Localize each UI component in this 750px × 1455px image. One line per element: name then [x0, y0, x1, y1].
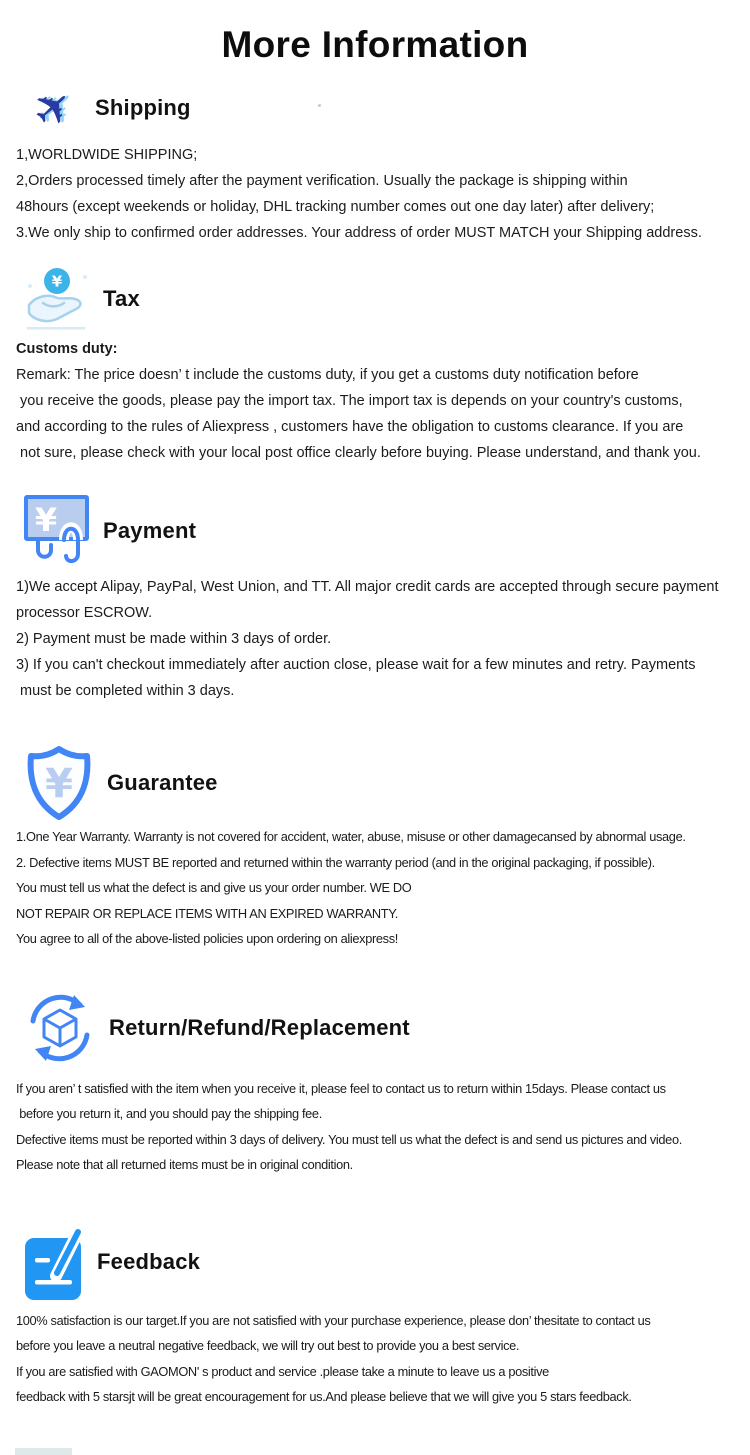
section-heading-shipping: Shipping — [95, 95, 191, 120]
section-heading-feedback: Feedback — [97, 1248, 201, 1274]
text-line: If you are satisfied with GAOMON' s product and service .please take a minute to leave us a positive — [16, 1363, 549, 1379]
stray-dot — [318, 104, 321, 107]
text-line: Please note that all returned items must be in original condition. — [16, 1157, 353, 1172]
text-line: before you leave a neutral negative feedback, we will try out best to provide you a best service. — [16, 1338, 520, 1353]
text-line: processor ESCROW. — [16, 605, 153, 621]
svg-text:¥: ¥ — [45, 761, 73, 807]
section-shipping — [0, 75, 750, 246]
text-line: must be completed within 3 days. — [16, 683, 235, 699]
text-line: 2. Defective items MUST BE reported and returned within the warranty period (and in the original packaging, if possible). — [16, 854, 655, 870]
text-line: feedback with 5 starsjt will be great encouragement for us.And please believe that we will give you 5 stars feedback. — [16, 1389, 632, 1404]
section-heading-guarantee: Guarantee — [107, 770, 218, 795]
text-line: 1)We accept Alipay, PayPal, West Union, and TT. All major credit cards are accepted through secure payment — [16, 579, 719, 595]
text-line: You must tell us what the defect is and give us your order number. WE DO — [16, 880, 412, 895]
note-pencil-icon — [22, 1222, 86, 1302]
svg-text:¥: ¥ — [51, 272, 63, 291]
section-returns — [0, 990, 750, 1178]
section-heading-returns: Return/Refund/Replacement — [109, 1014, 410, 1040]
text-line: not sure, please check with your local post office clearly before buying. Please understand, and thank you. — [16, 445, 701, 461]
text-line: Remark: The price doesn’ t include the customs duty, if you get a customs duty notification before — [16, 367, 639, 383]
shield-icon — [22, 744, 96, 822]
text-line: You agree to all of the above-listed policies upon ordering on aliexpress! — [16, 931, 398, 946]
text-line: and according to the rules of Aliexpress , customers have the obligation to customs clearance. If you are — [16, 419, 684, 435]
text-line: Customs duty: — [16, 341, 118, 357]
section-tax — [0, 266, 750, 466]
text-line: 1,WORLDWIDE SHIPPING; — [16, 147, 198, 163]
section-heading-payment: Payment — [103, 518, 197, 543]
package-return-arrows-icon — [22, 990, 98, 1066]
text-line: 100% satisfaction is our target.If you are not satisfied with your purchase experience, please don’ thesitate to contact us — [16, 1312, 651, 1328]
coin-in-hand-icon — [22, 266, 92, 332]
section-payment — [0, 494, 750, 704]
text-line: 2) Payment must be made within 3 days of order. — [16, 631, 332, 647]
text-line: 3.We only ship to confirmed order addresses. Your address of order MUST MATCH your Shipping address. — [16, 225, 702, 241]
text-line: 2,Orders processed timely after the payment verification. Usually the package is shipping within — [16, 173, 628, 189]
text-line: If you aren’ t satisfied with the item when you receive it, please feel to contact us to return within 15days. Please contact us — [16, 1080, 666, 1096]
text-line: 1.One Year Warranty. Warranty is not covered for accident, water, abuse, misuse or other damagecansed by abnormal usage. — [16, 829, 686, 844]
airplane-icon: ✈ — [20, 75, 86, 141]
section-heading-tax: Tax — [103, 286, 140, 311]
section-guarantee — [0, 744, 750, 952]
text-line: 48hours (except weekends or holiday, DHL tracking number comes out one day later) after delivery; — [16, 199, 655, 215]
svg-text:¥: ¥ — [34, 501, 58, 539]
bottom-cutoff-strip — [15, 1448, 72, 1455]
section-feedback — [0, 1222, 750, 1410]
page-title: More Information — [221, 24, 529, 65]
text-line: before you return it, and you should pay the shipping fee. — [16, 1106, 322, 1121]
text-line: NOT REPAIR OR REPLACE ITEMS WITH AN EXPIRED WARRANTY. — [16, 905, 399, 921]
text-line: Defective items must be reported within 3 days of delivery. You must tell us what the defect is and send us pictures and video. — [16, 1131, 682, 1147]
text-line: you receive the goods, please pay the import tax. The import tax is depends on your country's customs, — [16, 393, 683, 409]
card-in-hand-icon — [22, 494, 92, 568]
text-line: 3) If you can't checkout immediately after auction close, please wait for a few minutes and retry. Payments — [16, 657, 696, 673]
